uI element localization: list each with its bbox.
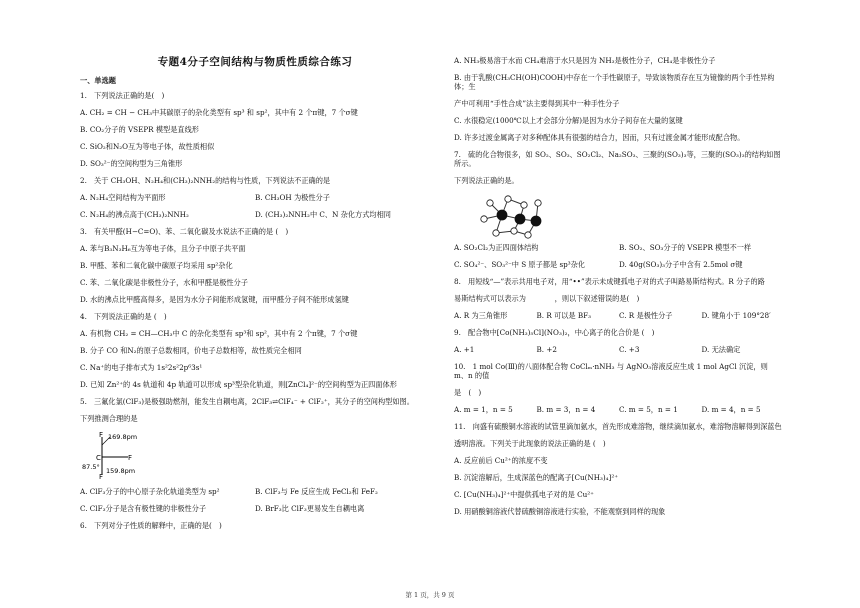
sulfur-atom [531, 216, 541, 226]
so3-trimer-structure-figure [474, 193, 554, 239]
right-option: B. 沉淀溶解后，生成深蓝色的配离子[Cu(NH₃)₄]²⁺ [454, 473, 619, 482]
left-option: D. 已知 Zn²⁺的 4s 轨道和 4p 轨道可以形成 sp³型杂化轨道，则[ZnCl₄]²⁻的空间构型为正四面体形 [80, 380, 397, 389]
left-option-row [80, 504, 430, 513]
right-question-text: 9. 配合物中[Co(NH₃)₅Cl](NO₃)₂，中心离子的化合价是 ( ) [454, 328, 655, 337]
left-option: B. 分子 CO 和N₂的原子总数相同，价电子总数相等，故性质完全相同 [80, 346, 302, 355]
right-option: B. m = 3，n = 4 [536, 405, 596, 414]
right-option: D. 用硝酸铜溶液代替硫酸铜溶液进行实验，不能观察到同样的现象 [454, 507, 666, 516]
right-option-row [454, 345, 784, 354]
right-option: B. SO₂、SO₃分子的 VSEPR 模型不一样 [619, 243, 752, 252]
sulfur-atom [515, 214, 525, 224]
left-option: D. (CH₃)₂NNH₂中 C、N 杂化方式均相同 [255, 210, 391, 219]
right-option: B. +2 [536, 345, 557, 354]
left-option-row [80, 210, 430, 219]
label-angle: 87.5° [82, 463, 100, 471]
right-option: B. 由于乳酸(CH₃CH(OH)COOH)中存在一个手性碳原子，导致该物质存在互为镜像的两个手性异构体；生 [454, 73, 775, 91]
right-option: A. m = 1，n = 5 [454, 405, 513, 414]
oxygen-atom [493, 230, 499, 236]
right-question-text: 是 ( ) [454, 388, 482, 397]
left-option: C. ClF₃分子是含有极性键的非极性分子 [80, 504, 207, 513]
atom-cl: Cl [96, 454, 103, 462]
right-option: D. 40g(SO₃)₃分子中含有 2.5mol σ键 [619, 260, 743, 269]
right-question-text: 8. 用短线“—”表示共用电子对，用“••”表示未成键孤电子对的式子叫路易斯结构式。R 分子的路 [454, 277, 765, 286]
right-option: C. [Cu(NH₃)₄]²⁺中提供孤电子对的是 Cu²⁺ [454, 490, 594, 499]
page-footer: 第 1 页，共 9 页 [405, 591, 455, 599]
right-option: A. SO₂Cl₂为正四面体结构 [454, 243, 539, 252]
right-option: D. 键角小于 109°28′ [701, 311, 771, 320]
right-option: D. m = 4，n = 5 [701, 405, 761, 414]
right-question-text: 易斯结构式可以表示为 ，则以下叙述错误的是( ) [454, 294, 640, 303]
left-option: C. 苯、二氧化碳是非极性分子，水和甲醛是极性分子 [80, 278, 248, 287]
right-option: C. SO₄²⁻、SO₃²⁻中 S 原子都是 sp³杂化 [454, 260, 586, 269]
left-option: C. N₂H₄的沸点高于(CH₃)₂NNH₂ [80, 210, 189, 219]
left-option: D. BrF₃比 ClF₃更易发生自耦电离 [255, 504, 365, 513]
oxygen-atom [525, 232, 531, 238]
right-option: C. +3 [619, 345, 640, 354]
right-column [454, 56, 784, 524]
atom-f-right: F [128, 454, 133, 462]
left-question-text: 2. 关于 CH₃OH、N₂H₄和(CH₃)₂NNH₂的结构与性质，下列说法不正确的是 [80, 176, 331, 185]
left-option: A. 苯与B₃N₃H₆互为等电子体，且分子中原子共平面 [80, 244, 246, 253]
right-option: A. 反应前后 Cu²⁺的浓度不变 [454, 456, 548, 465]
right-option-row [454, 311, 784, 320]
oxygen-atom [535, 200, 541, 206]
left-option: B. CH₃OH 为极性分子 [255, 193, 330, 202]
left-option: B. 甲醛、苯和二氧化碳中碳原子均采用 sp²杂化 [80, 261, 233, 270]
right-question-text: 11. 向盛有硫酸铜水溶液的试管里滴加氨水，首先形成难溶物，继续滴加氨水，难溶物溶解得到深蓝色 [454, 422, 782, 431]
oxygen-atom [505, 196, 511, 202]
right-option: A. NH₃极易溶于水而 CH₄难溶于水只是因为 NH₃是极性分子，CH₄是非极性分子 [454, 56, 716, 65]
right-option: 产中可利用“手性合成”法主要得到其中一种手性分子 [454, 99, 620, 108]
left-question-text: 下列推测合理的是 [80, 414, 138, 423]
left-column [80, 50, 430, 538]
right-option: B. R 可以是 BF₃ [536, 311, 592, 320]
left-option-row [80, 487, 430, 496]
right-option: C. R 是极性分子 [619, 311, 673, 320]
left-option: C. Na⁺的电子排布式为 1s²2s²2p⁶3s¹ [80, 363, 203, 372]
left-question-text: 5. 三氟化氯(ClF₃)是极强助燃剂，能发生自耦电离，2ClF₃⇌ClF₄⁻ + ClF₂⁺，其分子的空间构型如图。 [80, 397, 414, 406]
left-question-text: 6. 下列对分子性质的解释中，正确的是( ) [80, 521, 222, 530]
right-question-text: 透明溶液。下列关于此现象的说法正确的是 ( ) [454, 439, 606, 448]
section-heading: 一、单选题 [80, 76, 116, 85]
page-title: 专题4分子空间结构与物质性质综合练习 [157, 56, 353, 68]
oxygen-atom [481, 216, 487, 222]
left-option: B. ClF₃与 Fe 反应生成 FeCl₂和 FeF₂ [255, 487, 378, 496]
left-question-text: 4. 下列说法正确的是 ( ) [80, 312, 167, 321]
oxygen-atom [521, 202, 527, 208]
right-question-text: 下列说法正确的是。 [454, 176, 519, 185]
right-question-text: 7. 硫的化合物很多，如 SO₂、SO₃、SO₂Cl₂、Na₂SO₃、三聚的(SO₃)₃等，三聚的(SO₃)₃的结构如图所示。 [454, 150, 781, 168]
right-option: A. +1 [454, 345, 475, 354]
left-option: A. CH₂ = CH − CH₃中其碳原子的杂化类型有 sp³ 和 sp²，其中有 2 个π键，7 个σ键 [80, 108, 358, 117]
clf3-structure-figure [80, 431, 170, 479]
label-169pm: 169.8pm [108, 433, 138, 441]
oxygen-atom [487, 200, 493, 206]
right-option: C. 水很稳定(1000℃以上才会部分分解)是因为水分子间存在大量的氢键 [454, 116, 683, 125]
oxygen-atom [511, 228, 517, 234]
left-option: D. 水的沸点比甲醛高得多，是因为水分子间能形成氢键，而甲醛分子间不能形成氢键 [80, 295, 349, 304]
right-option: D. 无法确定 [701, 345, 741, 354]
right-option-row [454, 260, 784, 269]
right-option: D. 许多过渡金属离子对多种配体具有很强的结合力，因而，只有过渡金属才能形成配合物。 [454, 133, 745, 142]
atom-f-top: F [99, 431, 104, 439]
left-option: A. 有机物 CH₂ = CH—CH₃中 C 的杂化类型有 sp³和 sp²，其中有 2 个π键，7 个σ键 [80, 329, 358, 338]
label-159pm: 159.8pm [106, 467, 136, 475]
right-option-row [454, 405, 784, 414]
left-option: D. SO₃²⁻的空间构型为三角锥形 [80, 159, 183, 168]
right-option: C. m = 5，n = 1 [619, 405, 678, 414]
left-option: C. SiO₂和N₂O互为等电子体，故性质相似 [80, 142, 215, 151]
left-question-text: 1. 下列说法正确的是( ) [80, 91, 165, 100]
right-option: A. R 为三角锥形 [454, 311, 508, 320]
left-question-text: 3. 有关甲醛(H−C=O)、苯、二氧化碳及水说法不正确的是 ( ) [80, 227, 289, 236]
right-question-text: 10. 1 mol Co(Ⅲ)的八面体配合物 CoClₘ·nNH₃ 与 AgNO₃溶液反应生成 1 mol AgCl 沉淀，则 m、n 的值 [454, 362, 768, 380]
left-option: A. N₂H₄空间结构为平面形 [80, 193, 166, 202]
left-option-row [80, 193, 430, 202]
left-option: B. CO₂分子的 VSEPR 模型是直线形 [80, 125, 199, 134]
left-option: A. ClF₃分子的中心原子杂化轨道类型为 sp² [80, 487, 220, 496]
right-option-row [454, 243, 784, 252]
sulfur-atom [497, 210, 507, 220]
atom-f-bottom: F [99, 473, 104, 479]
